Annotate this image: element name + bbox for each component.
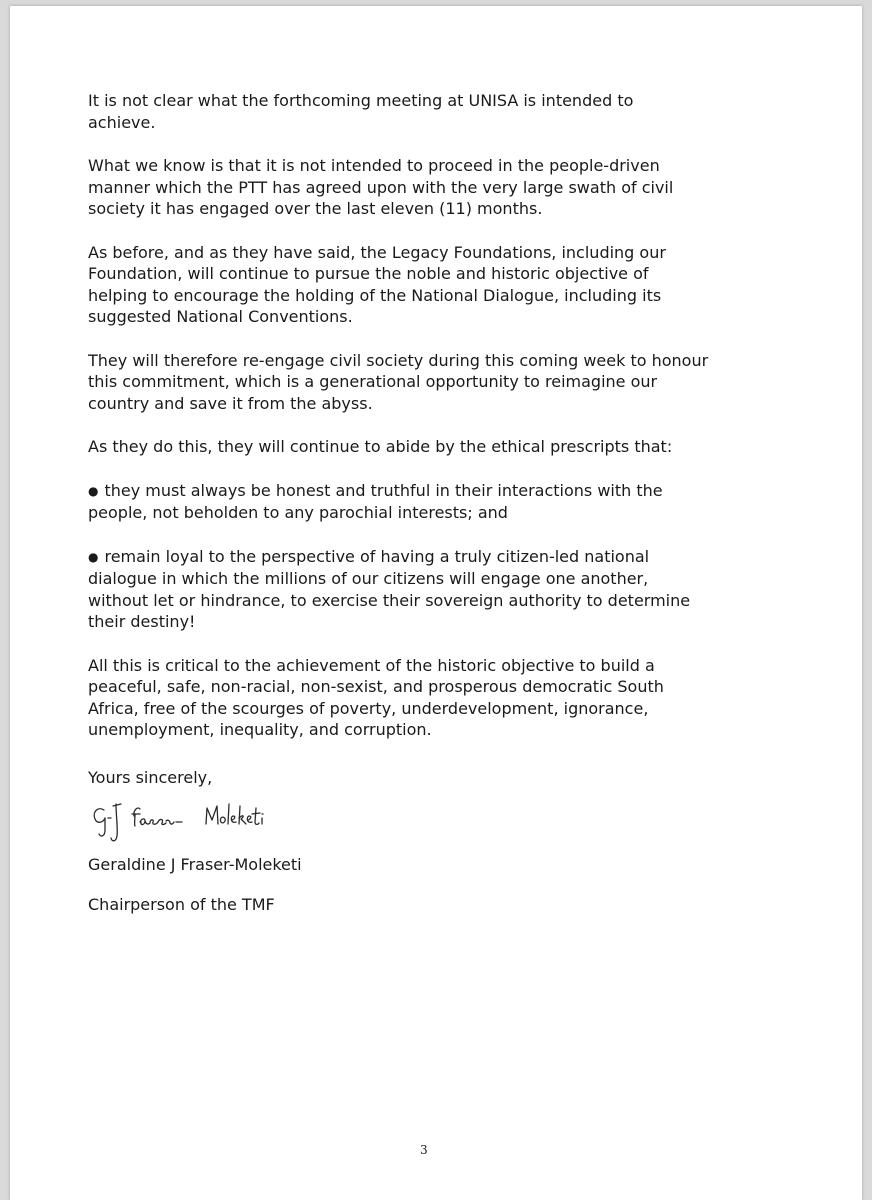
closing-salutation: Yours sincerely, (88, 768, 213, 787)
bullet-icon: ● (88, 549, 99, 564)
paragraph-re-engage: They will therefore re-engage civil society during this coming week to honour this commitment, which is a generational opportunity to reimagine our country and save it from the abyss. (88, 350, 709, 413)
paragraph-historic-objective: All this is critical to the achievement of the historic objective to build a peaceful, safe, non-racial, non-sexist, and prosperous democratic South Africa, free of the scourges of poverty, underdevelopment, ignorance, unemployment, inequality, and corruption. (88, 655, 664, 739)
bullet-icon: ● (88, 483, 99, 498)
signer-name: Geraldine J Fraser-Moleketi (88, 855, 302, 874)
page-number: 3 (420, 1143, 428, 1157)
bullet-item-honest (88, 480, 778, 524)
bullet-text: remain loyal to the perspective of having a truly citizen-led national dialogue in which the millions of our citizens will engage one another, without let or hindrance, to exercise their sovereign authority to determine their destiny! (88, 546, 691, 631)
paragraph-legacy-foundations: As before, and as they have said, the Legacy Foundations, including our Foundation, will continue to pursue the noble and historic objective of helping to encourage the holding of the National Dialogue, including its suggested National Conventions. (88, 242, 666, 326)
signer-title: Chairperson of the TMF (88, 895, 275, 914)
paragraph-ethical-prescripts: As they do this, they will continue to abide by the ethical prescripts that: (88, 437, 673, 456)
handwritten-signature (88, 794, 288, 848)
bullet-text: they must always be honest and truthful in their interactions with the people, not beholden to any parochial interests; and (88, 480, 663, 522)
document-page (10, 6, 862, 1200)
bullet-item-loyal (88, 546, 778, 633)
paragraph-unisa-meeting: It is not clear what the forthcoming meeting at UNISA is intended to achieve. (88, 91, 634, 132)
letter-body (88, 90, 778, 763)
paragraph-people-driven: What we know is that it is not intended to proceed in the people-driven manner which the PTT has agreed upon with the very large swath of civil society it has engaged over the last eleven (11) months. (88, 156, 674, 218)
